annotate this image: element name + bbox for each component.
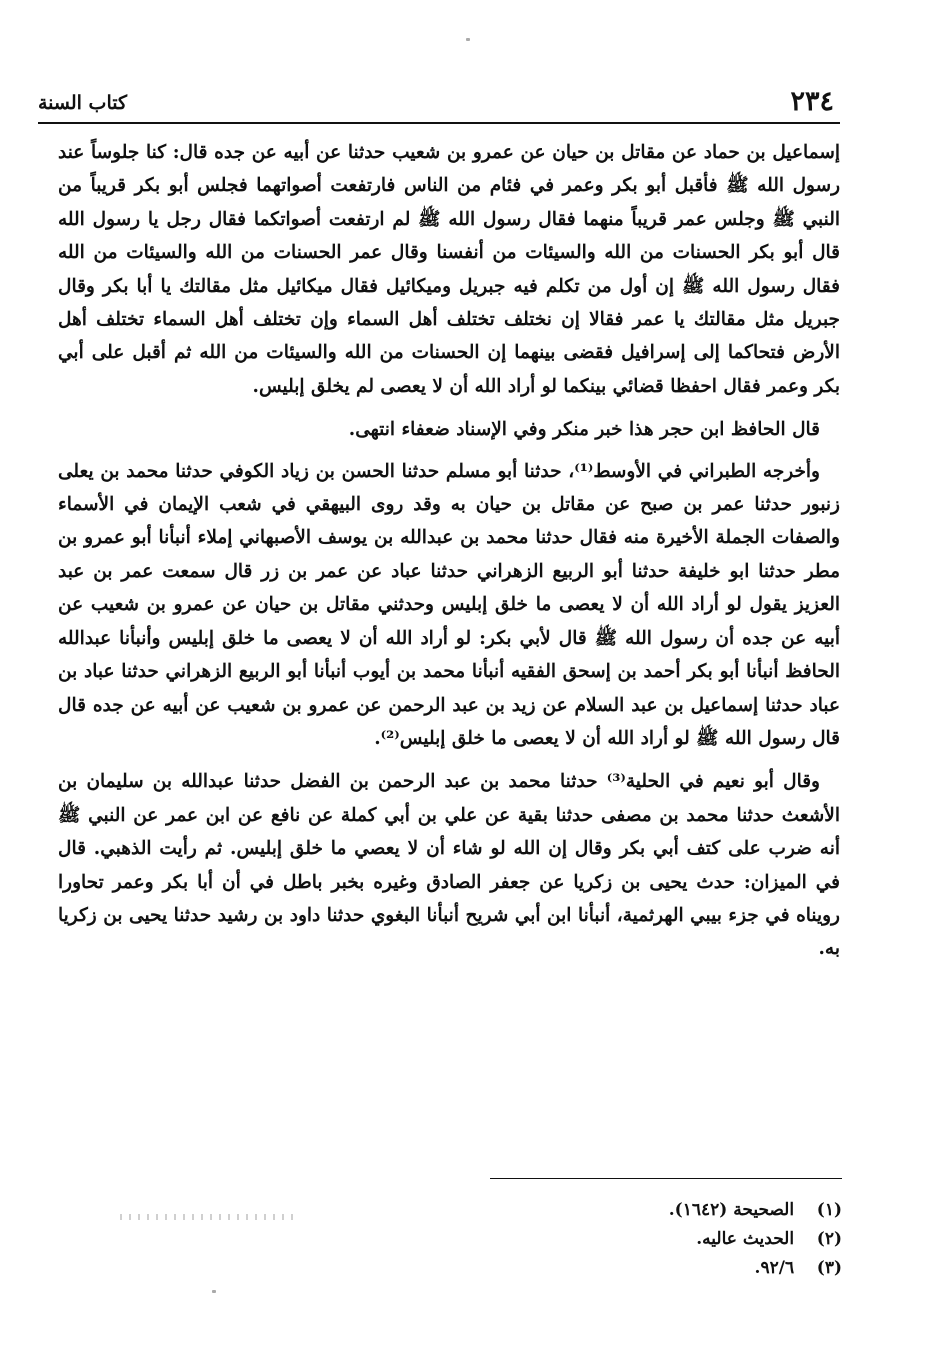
footnote-number: (٣) [816, 1258, 842, 1278]
main-text [58, 136, 840, 966]
paragraph-abu-nuaim: وقال أبو نعيم في الحلية⁽³⁾ حدثنا محمد بن عبد الرحمن بن الفضل حدثنا عبدالله بن سليمان بن الأشعث حدثنا محمد بن مصفى حدثنا بقية عن علي بن أبي كملة عن نافع عن ابن عمر عن النبي ﷺ أنه ضرب على كتف أبي بكر وقال إن الله لو شاء أن لا يعصي ما خلق إبليس. ثم رأيت الذهبي. قال في الميزان: حدث يحيى بن زكريا عن جعفر الصادق وغيره بخبر باطل في أن أبا بكر وعمر تحاورا رويناه في جزء بيبي الهرثمية، أنبأنا ابن أبي شريح أنبأنا البغوي حدثنا داود بن رشيد حدثنا يحيى بن زكريا به. [58, 771, 840, 960]
paragraph-hadith: إسماعيل بن حماد عن مقاتل بن حيان عن عمرو بن شعيب حدثنا عن أبيه عن جده قال: كنا جلوساً عند رسول الله ﷺ فأقبل أبو بكر وعمر في فئام من الناس فارتفعت أصواتهما فجلس أبو بكر قريباً من النبي ﷺ وجلس عمر قريباً منهما فقال رسول الله ﷺ لم ارتفعت أصواتكما فقال رجل يا رسول الله قال أبو بكر الحسنات من الله والسيئات من أنفسنا وقال عمر الحسنات من الله والسيئات من الله فقال رسول الله ﷺ إن أول من تكلم فيه جبريل وميكائيل فقال ميكائيل مثل مقالتك يا أبا بكر وقال جبريل مثل مقالتك يا عمر فقالا إن نختلف تختلف أهل السماء وإن تختلف أهل السماء تختلف أهل الأرض فتحاكما إلى إسرافيل فقضى بينهما إن الحسنات من الله والسيئات من الله ثم أقبل على أبي بكر وعمر فقال احفظا قضائي بينكما لو أراد الله أن لا يعصى لم يخلق إبليس. [58, 142, 840, 397]
footnote-text: الحديث عاليه. [696, 1229, 795, 1249]
footnote-text: ٩٢/٦. [754, 1258, 795, 1278]
footnote-2 [480, 1225, 842, 1254]
book-title: كتاب السنة [38, 92, 128, 114]
footnote-3 [480, 1254, 842, 1283]
header-divider [38, 122, 840, 124]
footnote-text: الصحيحة (١٦٤٢). [668, 1200, 795, 1220]
scan-artifact [212, 1290, 216, 1293]
footnote-divider [490, 1178, 842, 1179]
footnotes [480, 1196, 842, 1283]
scan-artifact [120, 1214, 295, 1220]
page-number: ٢٣٤ [790, 86, 834, 117]
running-header [38, 86, 834, 118]
footnote-number: (١) [816, 1200, 842, 1220]
footnote-number: (٢) [816, 1229, 842, 1249]
paragraph-ibn-hajar: قال الحافظ ابن حجر هذا خبر منكر وفي الإسناد ضعفاء انتهى. [348, 419, 820, 441]
footnote-1 [480, 1196, 842, 1225]
scan-artifact [466, 38, 470, 41]
paragraph-tabarani: وأخرجه الطبراني في الأوسط⁽¹⁾، حدثنا أبو مسلم حدثنا الحسن بن زياد الكوفي حدثنا محمد بن يعلى زنبور حدثنا عمر بن صبح عن مقاتل بن حيان به وقد روى البيهقي في شعب الإيمان في الأسماء والصفات الجملة الأخيرة منه فقال حدثنا محمد بن عبدالله بن يوسف الأصبهاني إملاء أنبأنا أبو عمرو بن مطر حدثنا ابو خليفة حدثنا أبو الربيع الزهراني حدثنا عباد عن عمر بن زر قال سمعت عمر بن عبد العزيز يقول لو أراد الله أن لا يعصى ما خلق إبليس وحدثني مقاتل بن حيان عن عمرو بن شعيب عن أبيه عن جده أن رسول الله ﷺ قال لأبي بكر: لو أراد الله أن لا يعصى ما خلق إبليس وأنبأنا عبدالله الحافظ أنبأنا أبو بكر أحمد بن إسحق الفقيه أنبأنا محمد بن أيوب أنبأنا أبو الربيع الزهراني حدثنا عباد بن عباد حدثنا إسماعيل بن عبد السلام عن زيد بن عبد الرحمن عن عمرو بن شعيب عن أبيه عن جده قال قال رسول الله ﷺ لو أراد الله أن لا يعصى ما خلق إبليس⁽²⁾. [58, 460, 840, 749]
